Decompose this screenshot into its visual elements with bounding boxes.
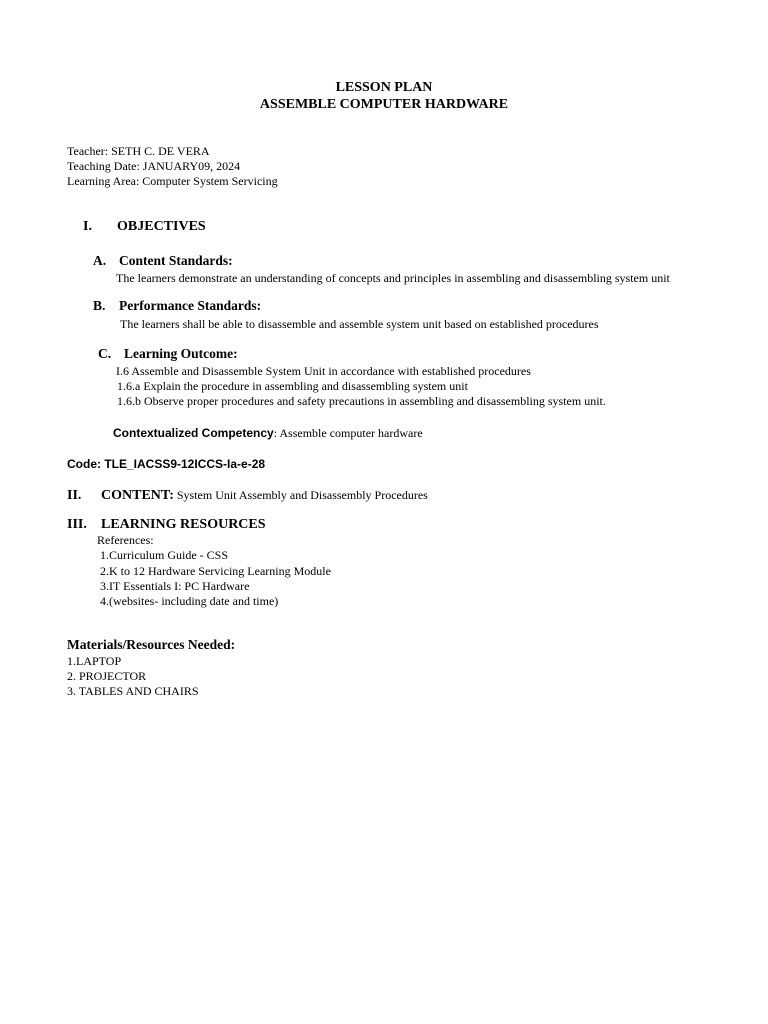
- material-item: 2. PROJECTOR: [67, 669, 147, 683]
- content-label: CONTENT:: [101, 488, 174, 503]
- material-item: 3. TABLES AND CHAIRS: [67, 684, 199, 698]
- content-standards-text: The learners demonstrate an understanding of concepts and principles in assembling and disassembling system unit: [116, 271, 670, 285]
- learning-resources-label: LEARNING RESOURCES: [101, 517, 266, 532]
- content-value: System Unit Assembly and Disassembly Procedures: [173, 488, 428, 502]
- content-standards-label: Content Standards:: [119, 253, 233, 268]
- objectives-label: OBJECTIVES: [117, 219, 206, 234]
- references-label: References:: [97, 533, 154, 547]
- reference-item: 2.K to 12 Hardware Servicing Learning Module: [100, 564, 331, 578]
- contextualized-value: : Assemble computer hardware: [273, 426, 423, 440]
- learning-outcome-item: I.6 Assemble and Disassemble System Unit in accordance with established procedures: [116, 364, 531, 378]
- performance-standards-label: Performance Standards:: [119, 298, 262, 313]
- reference-item: 1.Curriculum Guide - CSS: [100, 548, 228, 562]
- learning-outcome-item: 1.6.b Observe proper procedures and safety precautions in assembling and disassembling system unit.: [117, 394, 606, 408]
- materials-heading: Materials/Resources Needed:: [67, 637, 236, 652]
- performance-standards-letter: B.: [93, 298, 106, 313]
- content-section: [67, 486, 428, 504]
- contextualized-label: Contextualized Competency: [113, 426, 274, 440]
- learning-outcome-heading: [98, 346, 238, 362]
- content-standards-letter: A.: [93, 253, 107, 268]
- reference-item: 3.IT Essentials I: PC Hardware: [100, 579, 250, 593]
- performance-standards-heading: [93, 298, 261, 314]
- reference-item: 4.(websites- including date and time): [100, 594, 279, 608]
- content-standards-heading: [93, 253, 233, 269]
- learning-outcome-item: 1.6.a Explain the procedure in assembling and disassembling system unit: [117, 379, 468, 393]
- teaching-date-line: Teaching Date: JANUARY09, 2024: [67, 159, 241, 173]
- contextualized-competency: [113, 424, 423, 442]
- performance-standards-text: The learners shall be able to disassemble and assemble system unit based on established procedures: [120, 317, 599, 331]
- learning-area-line: Learning Area: Computer System Servicing: [67, 174, 278, 188]
- learning-outcome-label: Learning Outcome:: [124, 346, 238, 361]
- material-item: 1.LAPTOP: [67, 654, 122, 668]
- competency-code: Code: TLE_IACSS9-12ICCS-Ia-e-28: [67, 457, 266, 471]
- learning-resources-heading: [67, 517, 266, 533]
- doc-title: LESSON PLAN: [335, 80, 433, 95]
- doc-subtitle: ASSEMBLE COMPUTER HARDWARE: [259, 97, 509, 112]
- teacher-line: Teacher: SETH C. DE VERA: [67, 144, 210, 158]
- learning-outcome-letter: C.: [98, 346, 112, 361]
- objectives-numeral: I.: [83, 219, 92, 234]
- learning-resources-numeral: III.: [67, 517, 87, 532]
- objectives-heading: [83, 219, 206, 235]
- content-numeral: II.: [67, 488, 82, 503]
